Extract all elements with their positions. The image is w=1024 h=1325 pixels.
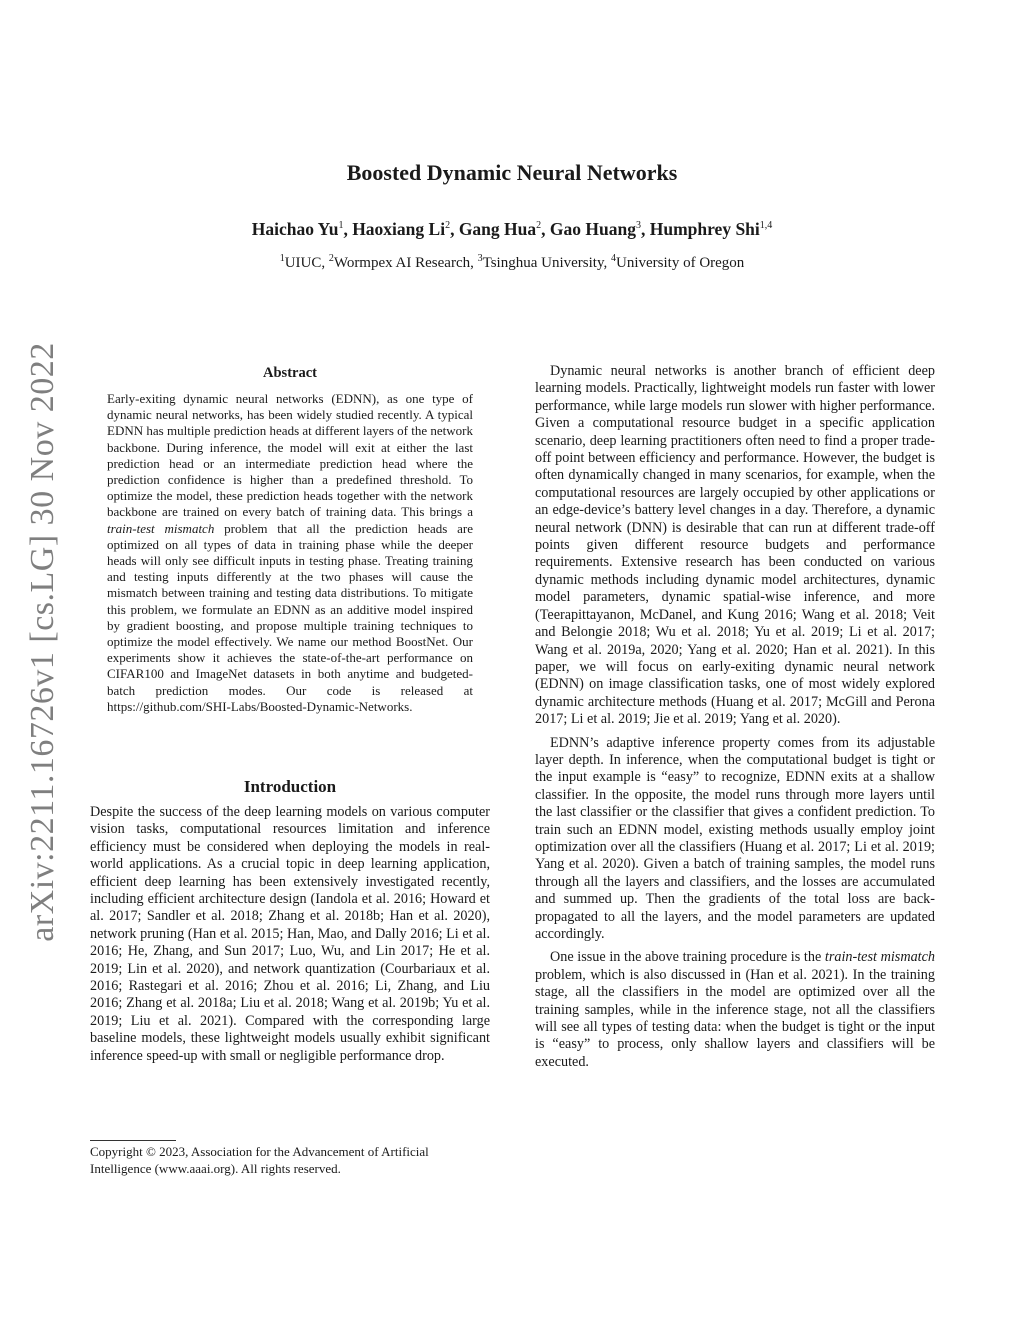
body-paragraph bbox=[535, 949, 935, 1071]
copyright-footnote: Copyright © 2023, Association for the Advancement of Artificial Intelligence (www.aaai.org). All rights reserved. bbox=[90, 1144, 429, 1176]
author-name: Gao Huang bbox=[549, 219, 636, 239]
arxiv-identifier: arXiv:2211.16726v1 [cs.LG] 30 Nov 2022 bbox=[24, 342, 61, 942]
abstract-heading: Abstract bbox=[263, 365, 317, 381]
body-paragraph: EDNN’s adaptive inference property comes from its adjustable layer depth. In inference, when the computational budget is tight or the input example is “easy” to recognize, EDNN exits at a shallow classifier. In the opposite, the model runs through more layers until the last classifier or the classifier that gives a confident prediction. To train such an EDNN model, existing methods usually employ joint optimization over all the classifiers (Huang et al. 2017; Li et al. 2019; Yang et al. 2020). Given a batch of training samples, the model runs through all the layers and classifiers, and the losses are accumulated and summed up. Then the gradients of the total loss are back-propagated to all the layers, and the model parameters are updated accordingly. bbox=[535, 734, 935, 942]
introduction-paragraph: Despite the success of the deep learning models on various computer vision tasks, computational resources limitation and inference efficiency must be considered when deploying the models in real-world applications. As a crucial topic in deep learning application, efficient deep learning has been extensively investigated recently, including efficient architecture design (Iandola et al. 2016; Howard et al. 2017; Sandler et al. 2018; Zhang et al. 2018b; Han et al. 2020), network pruning (Han et al. 2015; Han, Mao, and Dally 2016; Li et al. 2016; He, Zhang, and Sun 2017; Luo, Wu, and Lin 2017; He et al. 2019; Lin et al. 2020), and network quantization (Courbariaux et al. 2016; Rastegari et al. 2016; Zhou et al. 2016; Li, Zhang, and Liu 2016; Zhang et al. 2018a; Liu et al. 2018; Wang et al. 2019b; Yu et al. 2019; Liu et al. 2021). Compared with the corresponding large baseline models, these lightweight models usually exhibit significant inference speed-up with small or negligible performance drop. bbox=[90, 804, 490, 1064]
body-text: One issue in the above training procedure is the bbox=[550, 949, 825, 966]
author-affil-mark: 2 bbox=[445, 220, 451, 232]
affiliation-name: Wormpex AI Research bbox=[333, 255, 471, 271]
affiliation-name: University of Oregon bbox=[616, 255, 745, 271]
affiliation-name: Tsinghua University bbox=[482, 255, 604, 271]
affil-mark: 3 bbox=[477, 253, 483, 264]
author-affil-mark: 3 bbox=[635, 220, 641, 232]
author-name: Haoxiang Li bbox=[352, 219, 446, 239]
author-name: Gang Hua bbox=[458, 219, 537, 239]
affil-mark: 4 bbox=[611, 253, 616, 264]
affiliation-name: UIUC bbox=[284, 255, 322, 271]
introduction-body bbox=[90, 804, 490, 1065]
author-list: Haichao Yu$^1$, Haoxiang Li$^2$, Gang Hua$^2$, Gao Huang$^3$, Humphrey Shi$^{1,4}$ bbox=[251, 219, 773, 239]
affil-mark: 1 bbox=[279, 253, 285, 264]
right-column bbox=[535, 363, 935, 1077]
body-emphasis: train-test mismatch bbox=[824, 949, 935, 966]
paper-title: Boosted Dynamic Neural Networks bbox=[346, 160, 678, 185]
author-name: Humphrey Shi bbox=[649, 219, 760, 239]
author-name: Haichao Yu bbox=[251, 219, 339, 239]
footnote-divider bbox=[90, 1140, 176, 1141]
affiliation-list: $^1$UIUC, $^2$Wormpex AI Research, $^3$Tsinghua University, $^4$University of Oregon bbox=[279, 253, 745, 271]
abstract-text: Early-exiting dynamic neural networks (EDNN), as one type of dynamic neural networks, has been widely studied recently. A typical EDNN has multiple prediction heads at different layers of the network backbone. During inference, the model will exit at either the last prediction head or an intermediate prediction head where the prediction confidence is higher than a predefined threshold. To optimize the model, these prediction heads together with the network backbone are trained on every batch of training data. This brings a bbox=[107, 391, 473, 520]
author-affil-mark: 2 bbox=[536, 220, 542, 232]
abstract-paragraph bbox=[107, 391, 473, 715]
abstract-text: problem that all the prediction heads are optimized on all types of data in training phase while the deeper heads will only see difficult inputs in testing phase. Treating training and testing inputs differently at the two phases will cause the mismatch between training and testing data distributions. To mitigate this problem, we formulate an EDNN as an additive model inspired by gradient boosting, and propose multiple training techniques to optimize the model effectively. We name our method BoostNet. Our experiments show it achieves the state-of-the-art performance on CIFAR100 and ImageNet datasets in both anytime and budgeted-batch prediction modes. Our code is released at https://github.com/SHI-Labs/Boosted-Dynamic-Networks. bbox=[107, 520, 473, 714]
abstract-body bbox=[107, 391, 473, 715]
introduction-heading: Introduction bbox=[243, 777, 337, 796]
author-affil-mark: 1,4 bbox=[759, 220, 773, 232]
author-affil-mark: 1 bbox=[338, 220, 344, 232]
affil-mark: 2 bbox=[328, 253, 334, 264]
abstract-emphasis: train-test mismatch bbox=[107, 520, 215, 536]
body-paragraph: Dynamic neural networks is another branch of efficient deep learning models. Practically, lightweight models run faster with lower performance, while large models run slower with higher performance. Given a computational resource budget in a specific application scenario, deep learning practitioners often need to find a proper trade-off point between efficiency and performance. However, the budget is often dynamically changed in many scenarios, for example, when the computational resources are largely occupied by other applications or an edge-device’s battery level changes in a day. Therefore, a dynamic neural network (DNN) is desirable that can run at different trade-off points given different resource budgets and performance requirements. Extensive research has been conducted on various dynamic methods including dynamic model architectures, dynamic model parameters, dynamic spatial-wise inference, and more (Teerapittayanon, McDanel, and Kung 2016; Wang et al. 2018; Veit and Belongie 2018; Wu et al. 2018; Yu et al. 2019; Li et al. 2017; Wang et al. 2019a, 2020; Yang et al. 2020; Han et al. 2021). In this paper, we will focus on early-exiting dynamic neural network (EDNN) on image classification tasks, one of most widely explored dynamic architecture methods (Huang et al. 2017; McGill and Perona 2017; Li et al. 2019; Jie et al. 2019; Yang et al. 2020). bbox=[535, 363, 935, 728]
body-text: problem, which is also discussed in (Han et al. 2021). In the training stage, all the classifiers in the model are optimized over all the training samples, while in the inference stage, not all the classifiers will see all types of testing data: when the budget is tight or the input is “easy” to process, only shallow layers and classifiers will be executed. bbox=[535, 966, 935, 1070]
